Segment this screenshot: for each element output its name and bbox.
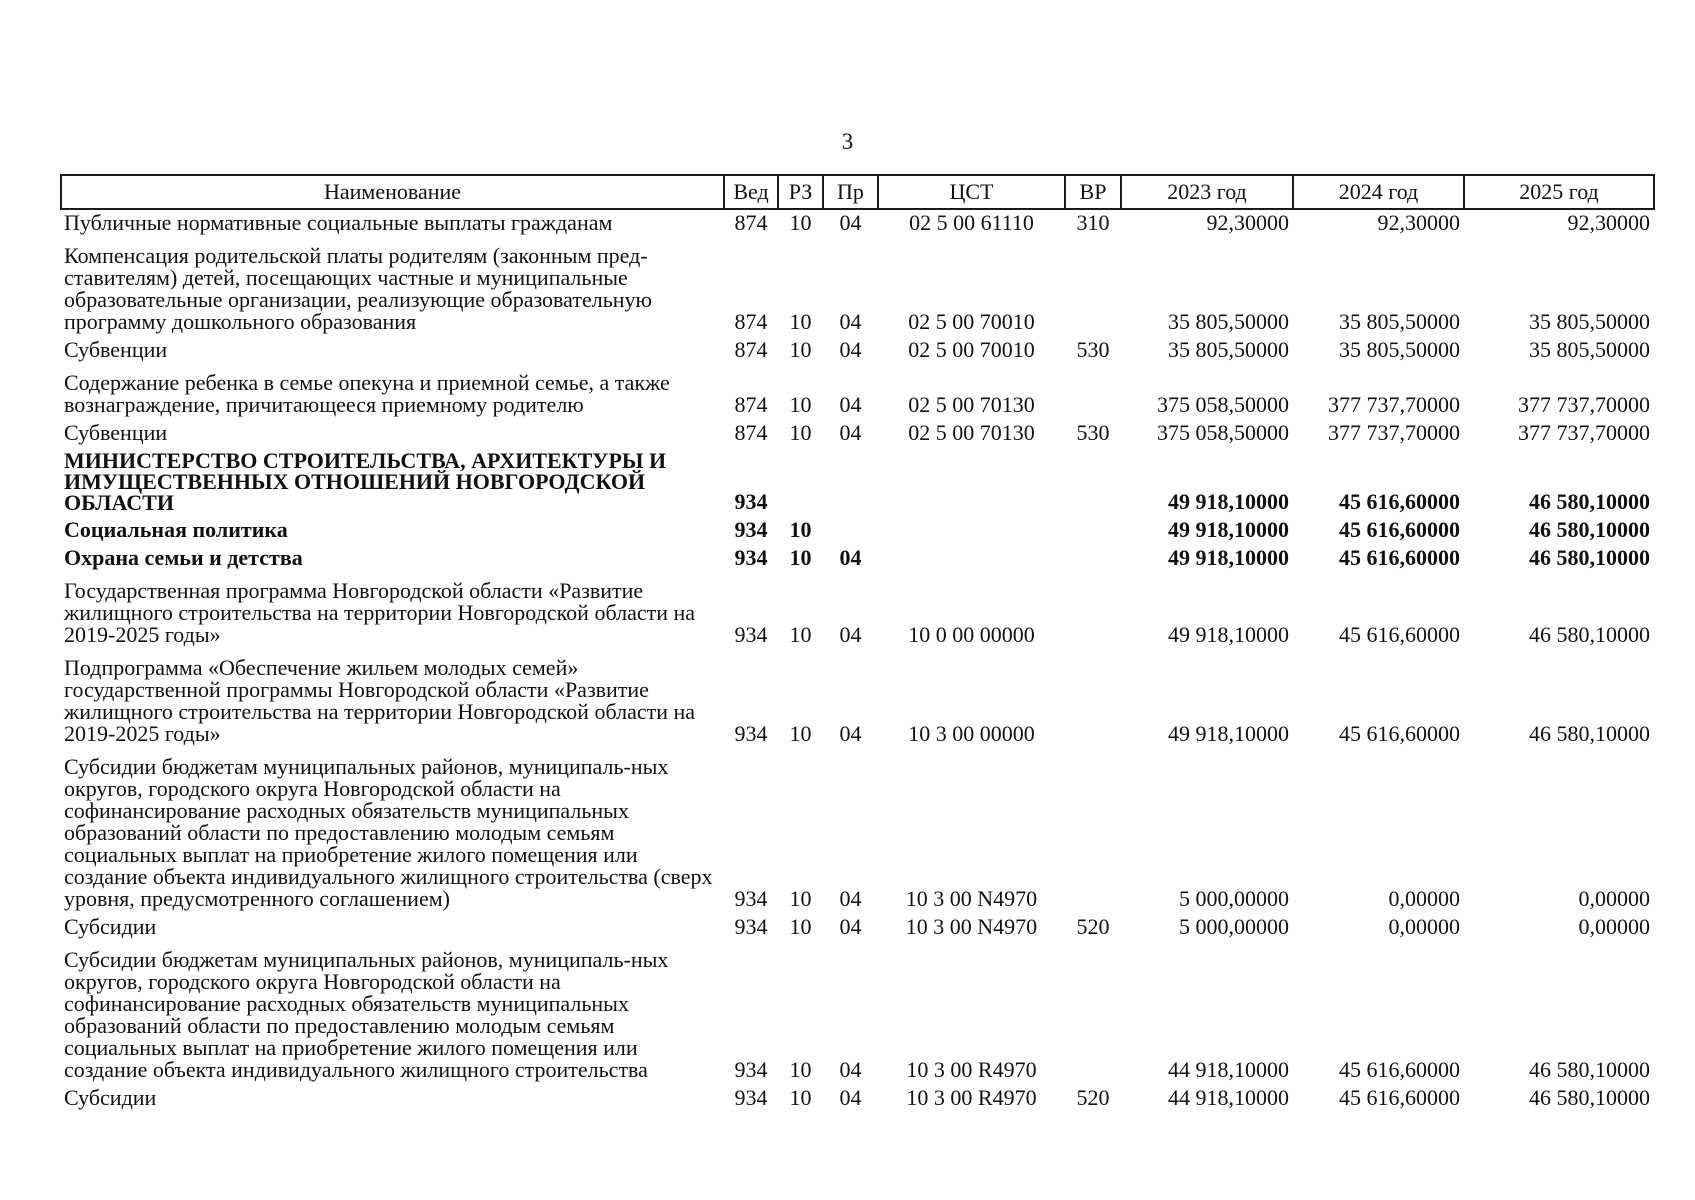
table-row bbox=[61, 545, 1654, 573]
row-name: Государственная программа Новгородской области «Развитие жилищного строительства на территории Новгородской области на 2019-2025 годы» bbox=[64, 578, 696, 647]
row-2024: 35 805,50000 bbox=[1339, 337, 1460, 362]
row-rz: 10 bbox=[789, 914, 812, 939]
row-2025: 92,30000 bbox=[1567, 210, 1650, 235]
row-2024: 45 616,60000 bbox=[1339, 1057, 1460, 1082]
row-ved: 934 bbox=[734, 721, 768, 746]
row-ved: 874 bbox=[734, 309, 768, 334]
row-2023: 44 918,10000 bbox=[1168, 1057, 1289, 1082]
row-2024: 45 616,60000 bbox=[1339, 721, 1460, 746]
row-2023: 49 918,10000 bbox=[1168, 517, 1289, 542]
row-pr: 04 bbox=[839, 337, 862, 362]
header-pr: Пр bbox=[823, 175, 878, 209]
row-ved: 874 bbox=[734, 392, 768, 417]
row-vr bbox=[1065, 238, 1121, 337]
row-2025: 377 737,70000 bbox=[1518, 392, 1650, 417]
row-2024: 377 737,70000 bbox=[1328, 420, 1460, 445]
row-vr bbox=[1065, 365, 1121, 420]
row-rz: 10 bbox=[789, 622, 812, 647]
row-2023: 49 918,10000 bbox=[1168, 489, 1289, 514]
row-cst: 10 0 00 00000 bbox=[908, 622, 1035, 647]
row-rz: 10 bbox=[789, 721, 812, 746]
row-cst bbox=[878, 545, 1065, 573]
row-2024: 377 737,70000 bbox=[1328, 392, 1460, 417]
row-rz: 10 bbox=[789, 309, 812, 334]
table-header-row bbox=[61, 175, 1654, 209]
row-vr: 310 bbox=[1076, 210, 1110, 235]
row-rz: 10 bbox=[789, 886, 812, 911]
row-cst: 10 3 00 R4970 bbox=[906, 1057, 1037, 1082]
row-cst: 10 3 00 R4970 bbox=[906, 1085, 1037, 1110]
row-2023: 49 918,10000 bbox=[1168, 545, 1289, 570]
row-rz: 10 bbox=[789, 517, 812, 542]
row-2023: 35 805,50000 bbox=[1168, 309, 1289, 334]
row-ved: 934 bbox=[734, 1057, 768, 1082]
row-cst bbox=[878, 517, 1065, 545]
row-name: Субсидии bbox=[64, 1085, 157, 1110]
row-cst: 10 3 00 N4970 bbox=[905, 886, 1038, 911]
row-2023: 375 058,50000 bbox=[1157, 420, 1289, 445]
table-row bbox=[61, 238, 1654, 337]
table-row bbox=[61, 914, 1654, 942]
row-name: МИНИСТЕРСТВО СТРОИТЕЛЬСТВА, АРХИТЕКТУРЫ И ИМУЩЕСТВЕННЫХ ОТНОШЕНИЙ НОВГОРОДСКОЙ ОБЛАСТИ bbox=[64, 448, 667, 515]
row-pr: 04 bbox=[839, 914, 862, 939]
row-2025: 46 580,10000 bbox=[1529, 721, 1650, 746]
row-2025: 46 580,10000 bbox=[1529, 517, 1650, 542]
row-vr bbox=[1065, 573, 1121, 650]
row-pr: 04 bbox=[839, 420, 862, 445]
row-rz: 10 bbox=[789, 392, 812, 417]
row-2024: 45 616,60000 bbox=[1339, 622, 1460, 647]
row-pr: 04 bbox=[839, 545, 862, 570]
table-row bbox=[61, 448, 1654, 517]
header-rz: РЗ bbox=[778, 175, 823, 209]
header-cst: ЦСТ bbox=[878, 175, 1065, 209]
row-ved: 934 bbox=[734, 1085, 768, 1110]
table-row bbox=[61, 650, 1654, 749]
row-rz: 10 bbox=[789, 210, 812, 235]
row-pr: 04 bbox=[839, 1057, 862, 1082]
row-rz: 10 bbox=[789, 1057, 812, 1082]
row-2024: 35 805,50000 bbox=[1339, 309, 1460, 334]
row-2025: 46 580,10000 bbox=[1529, 545, 1650, 570]
page-number: 3 bbox=[841, 129, 854, 154]
row-ved: 874 bbox=[734, 420, 768, 445]
table-row bbox=[61, 365, 1654, 420]
table-row bbox=[61, 517, 1654, 545]
row-name: Субсидии бюджетам муниципальных районов, муниципаль-ных округов, городского округа Новгородской области на софинансирование расходных обязательств муниципальных образований области по предоставлению молодым семьям социальных выплат на приобретение жилого помещения или создание объекта индивидуального жилищного строительства bbox=[64, 947, 669, 1082]
table-row bbox=[61, 337, 1654, 365]
row-2025: 46 580,10000 bbox=[1529, 489, 1650, 514]
table-row bbox=[61, 573, 1654, 650]
row-cst: 02 5 00 61110 bbox=[909, 210, 1034, 235]
row-ved: 934 bbox=[734, 886, 768, 911]
row-vr bbox=[1065, 650, 1121, 749]
row-name: Субсидии бюджетам муниципальных районов, муниципаль-ных округов, городского округа Новгородской области на софинансирование расходных обязательств муниципальных образований области по предоставлению молодым семьям социальных выплат на приобретение жилого помещения или создание объекта индивидуального жилищного строительства (сверх уровня, предусмотренного соглашением) bbox=[64, 754, 713, 911]
row-2025: 35 805,50000 bbox=[1529, 337, 1650, 362]
row-cst bbox=[878, 448, 1065, 517]
row-ved: 934 bbox=[734, 517, 768, 542]
header-2024: 2024 год bbox=[1293, 175, 1464, 209]
header-name: Наименование bbox=[61, 175, 724, 209]
table-row bbox=[61, 1085, 1654, 1113]
row-pr: 04 bbox=[839, 622, 862, 647]
row-pr: 04 bbox=[839, 309, 862, 334]
row-pr: 04 bbox=[839, 886, 862, 911]
row-pr bbox=[823, 517, 878, 545]
row-vr bbox=[1065, 517, 1121, 545]
row-vr: 530 bbox=[1076, 337, 1110, 362]
row-name: Субсидии bbox=[64, 914, 157, 939]
row-cst: 10 3 00 00000 bbox=[908, 721, 1035, 746]
row-rz: 10 bbox=[789, 1085, 812, 1110]
row-2024: 45 616,60000 bbox=[1339, 545, 1460, 570]
row-name: Охрана семьи и детства bbox=[64, 545, 303, 570]
header-2023: 2023 год bbox=[1121, 175, 1293, 209]
row-ved: 874 bbox=[734, 210, 768, 235]
row-2023: 5 000,00000 bbox=[1179, 886, 1289, 911]
row-2024: 45 616,60000 bbox=[1339, 517, 1460, 542]
table-row bbox=[61, 942, 1654, 1085]
row-2023: 375 058,50000 bbox=[1157, 392, 1289, 417]
table-row bbox=[61, 420, 1654, 448]
row-vr bbox=[1065, 749, 1121, 914]
row-cst: 02 5 00 70130 bbox=[908, 420, 1035, 445]
row-2024: 0,00000 bbox=[1388, 914, 1460, 939]
table-row bbox=[61, 209, 1654, 238]
row-2024: 45 616,60000 bbox=[1339, 489, 1460, 514]
row-vr bbox=[1065, 942, 1121, 1085]
row-ved: 934 bbox=[734, 914, 768, 939]
row-pr bbox=[823, 448, 878, 517]
row-name: Субвенции bbox=[64, 337, 168, 362]
row-rz: 10 bbox=[789, 545, 812, 570]
row-2025: 0,00000 bbox=[1578, 886, 1650, 911]
header-2025: 2025 год bbox=[1464, 175, 1654, 209]
row-vr: 530 bbox=[1076, 420, 1110, 445]
row-2024: 0,00000 bbox=[1388, 886, 1460, 911]
row-name: Социальная политика bbox=[64, 517, 288, 542]
budget-table bbox=[60, 174, 1655, 1113]
row-rz: 10 bbox=[789, 420, 812, 445]
row-vr bbox=[1065, 545, 1121, 573]
row-ved: 874 bbox=[734, 337, 768, 362]
row-pr: 04 bbox=[839, 1085, 862, 1110]
row-2023: 5 000,00000 bbox=[1179, 914, 1289, 939]
row-vr: 520 bbox=[1076, 914, 1110, 939]
row-rz: 10 bbox=[789, 337, 812, 362]
row-pr: 04 bbox=[839, 392, 862, 417]
row-ved: 934 bbox=[734, 545, 768, 570]
row-2025: 46 580,10000 bbox=[1529, 1085, 1650, 1110]
row-name: Подпрограмма «Обеспечение жильем молодых семей» государственной программы Новгородской области «Развитие жилищного строительства на территории Новгородской области на 2019-2025 годы» bbox=[64, 655, 696, 746]
row-2025: 35 805,50000 bbox=[1529, 309, 1650, 334]
row-pr: 04 bbox=[839, 210, 862, 235]
row-name: Содержание ребенка в семье опекуна и приемной семье, а также вознаграждение, причитающееся приемному родителю bbox=[64, 370, 670, 417]
row-2025: 46 580,10000 bbox=[1529, 1057, 1650, 1082]
row-2023: 49 918,10000 bbox=[1168, 721, 1289, 746]
row-vr: 520 bbox=[1076, 1085, 1110, 1110]
row-name: Компенсация родительской платы родителям (законным пред-ставителям) детей, посещающих частные и муниципальные образовательные организации, реализующие образовательную программу дошкольного образования bbox=[64, 243, 652, 334]
row-2025: 46 580,10000 bbox=[1529, 622, 1650, 647]
row-cst: 02 5 00 70010 bbox=[908, 309, 1035, 334]
row-2023: 49 918,10000 bbox=[1168, 622, 1289, 647]
row-rz bbox=[778, 448, 823, 517]
header-vr: ВР bbox=[1065, 175, 1121, 209]
row-2023: 92,30000 bbox=[1206, 210, 1289, 235]
row-name: Субвенции bbox=[64, 420, 168, 445]
row-2025: 377 737,70000 bbox=[1518, 420, 1650, 445]
row-2023: 35 805,50000 bbox=[1168, 337, 1289, 362]
row-cst: 02 5 00 70010 bbox=[908, 337, 1035, 362]
row-cst: 02 5 00 70130 bbox=[908, 392, 1035, 417]
row-2025: 0,00000 bbox=[1578, 914, 1650, 939]
row-pr: 04 bbox=[839, 721, 862, 746]
row-vr bbox=[1065, 448, 1121, 517]
row-name: Публичные нормативные социальные выплаты гражданам bbox=[64, 210, 613, 235]
header-ved: Вед bbox=[724, 175, 778, 209]
row-2024: 45 616,60000 bbox=[1339, 1085, 1460, 1110]
row-2024: 92,30000 bbox=[1377, 210, 1460, 235]
row-ved: 934 bbox=[734, 622, 768, 647]
row-ved: 934 bbox=[734, 489, 768, 514]
row-cst: 10 3 00 N4970 bbox=[905, 914, 1038, 939]
row-2023: 44 918,10000 bbox=[1168, 1085, 1289, 1110]
table-row bbox=[61, 749, 1654, 914]
